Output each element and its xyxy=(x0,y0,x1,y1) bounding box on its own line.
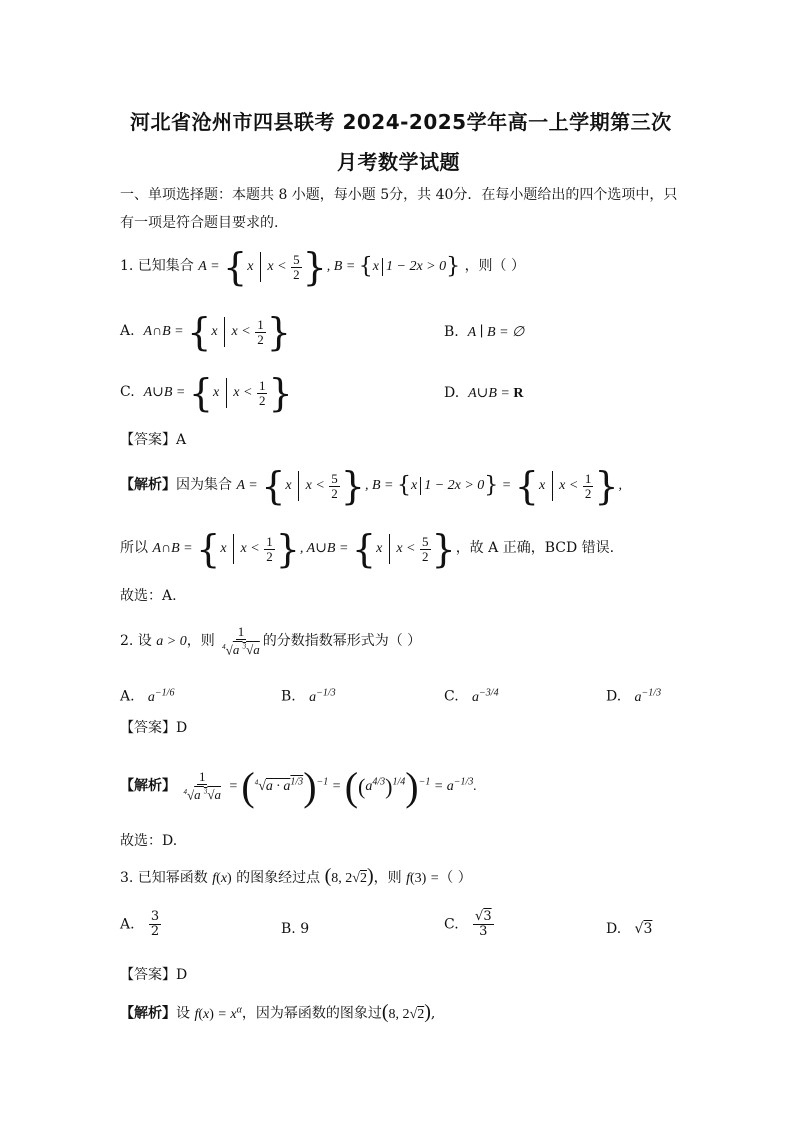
section-instruction-line2: 有一项是符合题目要求的. xyxy=(120,215,279,231)
question-1-option-a: A. A∩B = {x x < $\frac{1}{2}$ } xyxy=(120,310,291,354)
page-title-line1: 河北省沧州市四县联考 2024-2025学年高一上学期第三次 xyxy=(130,110,672,134)
question-3-suffix: ，则 xyxy=(373,870,402,886)
option-label: C. xyxy=(444,688,459,705)
analysis-label: 【解析】 xyxy=(120,477,176,494)
analysis-text: ，因为幂函数的图象过 xyxy=(241,1005,382,1022)
question-2-prefix: 2. 设 xyxy=(120,633,152,650)
question-2-option-c: C. $a^{-3/4}$ xyxy=(444,687,499,705)
option-label: A. xyxy=(120,688,135,705)
option-label: D. xyxy=(444,385,460,401)
question-2-conclusion: 故选：D. xyxy=(120,833,178,849)
question-3-tail: （ ） xyxy=(439,870,472,886)
question-3-analysis: 【解析】设 $f(x) = x^\alpha$，因为幂函数的图象过(8, 2√2), xyxy=(120,1000,436,1023)
question-3-prefix: 3. 已知幂函数 xyxy=(120,870,208,886)
question-2-option-a: A. $a^{-1/6}$ xyxy=(120,687,175,705)
question-3-option-b: B. 9 xyxy=(281,921,310,937)
option-label: D. xyxy=(606,921,622,937)
question-2-suffix: 的分数指数幂形式为（ ） xyxy=(262,633,422,650)
question-1-analysis-line2: 所以 A∩B = {x x < $\frac{1}{2}$ }, A∪B = {x x < $\frac{5}{2}$ }，故 A 正确，BCD 错误. xyxy=(120,527,615,571)
question-3-answer: 【答案】D xyxy=(120,967,188,983)
question-3-mid: 的图象经过点 xyxy=(236,870,321,886)
question-1-suffix: ，则（ ） xyxy=(464,258,526,275)
question-3-option-d: D. √3 xyxy=(606,921,653,937)
question-2-condition: a > 0 xyxy=(156,634,187,650)
analysis-text: 设 xyxy=(176,1005,190,1022)
option-label: C. xyxy=(120,384,135,401)
option-label: A. xyxy=(120,916,135,933)
question-1-option-b: B. A ∣ B = ∅ xyxy=(444,324,525,340)
option-label: D. xyxy=(606,688,622,705)
analysis-text: 所以 xyxy=(120,540,148,557)
question-2-option-b: B. $a^{-1/3}$ xyxy=(281,687,336,705)
section-instruction-line1: 一、单项选择题：本题共 8 小题，每小题 5分，共 40分．在每小题给出的四个选项中，只 xyxy=(120,187,678,203)
question-2-option-d: D. $a^{-1/3}$ xyxy=(606,687,662,705)
question-3-option-a: A. $\frac{3}{2}$ xyxy=(120,909,160,939)
option-label: C. xyxy=(444,916,459,933)
question-1-prefix: 1. 已知集合 xyxy=(120,258,194,275)
question-1-option-c: C. A∪B = {x x < $\frac{1}{2}$ } xyxy=(120,371,293,415)
question-3-stem: 3. 已知幂函数 f(x) 的图象经过点 (8, 2√2)，则 f(3) =（ ） xyxy=(120,865,472,887)
option-label: B. xyxy=(444,324,459,340)
question-2-answer: 【答案】D xyxy=(120,720,188,736)
question-2-analysis: 【解析】 $\frac{1}{^4√a ^3√a}$ = $(^4√a \cdot a^{1/3})^{-1} = ((a^{4/3})^{1/4})^{-1} = a^{-1/3}$. xyxy=(120,763,477,809)
question-3-option-c: C. $\frac{√3}{3}$ xyxy=(444,909,492,939)
question-1-stem xyxy=(120,245,526,289)
analysis-text: 因为集合 xyxy=(176,477,232,494)
analysis-label: 【解析】 xyxy=(120,778,176,795)
question-2-stem: 2. 设 a > 0，则 $\frac{1}{^4√a ^3√a}$ 的分数指数幂形式为（ ） xyxy=(120,624,422,658)
option-label: A. xyxy=(120,323,135,340)
analysis-text: ，故 A 正确，BCD 错误. xyxy=(455,540,615,557)
page-title-line2: 月考数学试题 xyxy=(337,150,460,174)
question-1-conclusion: 故选：A. xyxy=(120,588,177,604)
question-2-mid: ，则 xyxy=(186,633,215,650)
analysis-label: 【解析】 xyxy=(120,1005,176,1022)
question-1-set-a: A = {x x < $\frac{5}{2}$ }, B = {x 1 − 2x > 0} xyxy=(198,245,461,289)
option-label: B. xyxy=(281,688,296,705)
question-1-option-d: D. A∪B = R xyxy=(444,385,524,401)
question-1-answer: 【答案】A xyxy=(120,432,187,448)
question-1-analysis-line1: 【解析】因为集合 A = {x x < $\frac{5}{2}$ }, B = {x 1 − 2x > 0} = {x x < $\frac{1}{2}$ }, xyxy=(120,464,623,508)
